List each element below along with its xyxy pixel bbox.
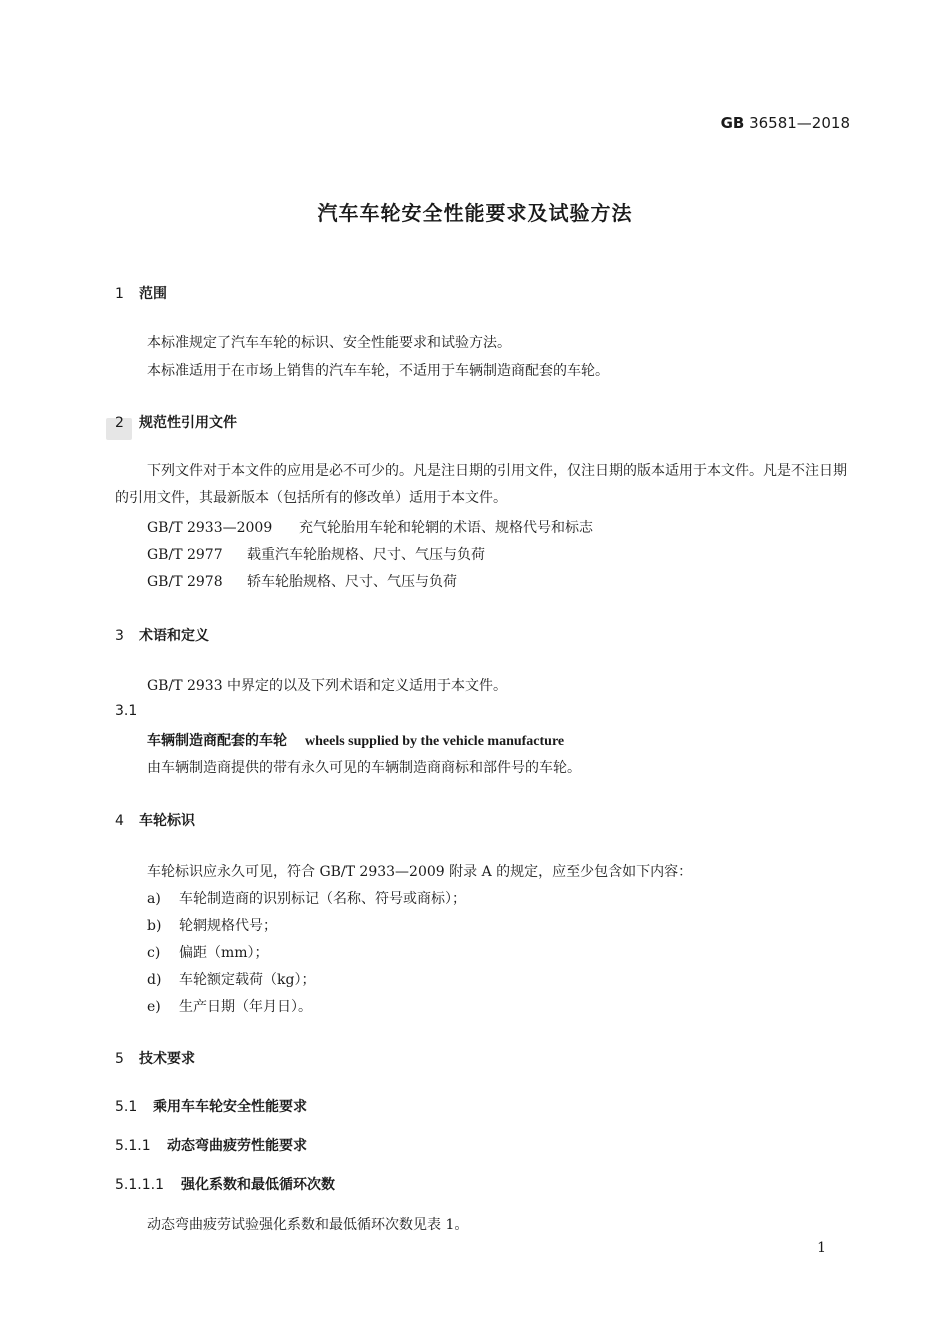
section-number: 5: [115, 1051, 124, 1067]
reference-code: GB/T 2977: [147, 547, 223, 563]
term-chinese: 车辆制造商配套的车轮: [147, 733, 287, 749]
standard-code: [721, 114, 850, 132]
section-4-heading: [115, 810, 195, 830]
reference-item: [147, 544, 485, 564]
list-label: e): [147, 999, 161, 1015]
reference-item: [147, 571, 457, 591]
list-label: c): [147, 945, 161, 961]
section-number: 5.1: [115, 1099, 138, 1115]
section-number: 5.1.1.1: [115, 1177, 164, 1193]
reference-item: [147, 517, 593, 537]
term-english: wheels supplied by the vehicle manufacture: [305, 734, 565, 749]
section-title: 规范性引用文件: [139, 415, 237, 431]
paragraph: 下列文件对于本文件的应用是必不可少的。凡是注日期的引用文件，仅注日期的版本适用于本文件。凡是不注日期的引用文件，其最新版本（包括所有的修改单）适用于本文件。: [115, 463, 847, 506]
list-label: a): [147, 891, 161, 907]
section-title: 技术要求: [139, 1051, 195, 1067]
section-number: 3: [115, 628, 124, 644]
list-label: d): [147, 972, 162, 988]
list-text: 生产日期（年月日）。: [179, 999, 312, 1015]
section-3-heading: [115, 625, 209, 645]
section-title: 车轮标识: [139, 813, 195, 829]
section-number: 4: [115, 813, 124, 829]
list-label: b): [147, 918, 162, 934]
section-title: 范围: [139, 286, 167, 302]
term-heading: [147, 730, 564, 750]
paragraph: GB/T 2933 中界定的以及下列术语和定义适用于本文件。: [147, 678, 508, 694]
paragraph: 车轮标识应永久可见，符合 GB/T 2933—2009 附录 A 的规定，应至少包含如下内容：: [147, 864, 693, 880]
list-item: [147, 942, 269, 962]
list-text: 轮辋规格代号；: [179, 918, 277, 934]
section-number: 5.1.1: [115, 1138, 151, 1154]
section-title: 术语和定义: [139, 628, 209, 644]
list-text: 偏距（mm）；: [179, 945, 269, 961]
reference-title: 载重汽车轮胎规格、尺寸、气压与负荷: [247, 547, 485, 563]
subsection-5-1-1-heading: [115, 1135, 307, 1155]
section-1-heading: [115, 283, 167, 303]
list-text: 车轮制造商的识别标记（名称、符号或商标）；: [179, 891, 466, 907]
paragraph: 本标准规定了汽车车轮的标识、安全性能要求和试验方法。: [147, 335, 511, 351]
section-title: 乘用车车轮安全性能要求: [153, 1099, 307, 1115]
section-2-heading: [115, 412, 237, 432]
subsection-5-1-1-1-heading: [115, 1174, 335, 1194]
list-item: [147, 996, 312, 1016]
reference-title: 轿车轮胎规格、尺寸、气压与负荷: [247, 574, 457, 590]
section-title: 动态弯曲疲劳性能要求: [167, 1138, 307, 1154]
standard-number: 36581—2018: [749, 114, 850, 132]
list-item: [147, 969, 315, 989]
list-item: [147, 888, 466, 908]
standard-prefix: GB: [720, 114, 745, 132]
subsection-5-1-heading: [115, 1096, 307, 1116]
document-title: 汽车车轮安全性能要求及试验方法: [317, 201, 633, 225]
list-text: 车轮额定载荷（kg）；: [179, 972, 316, 988]
term-definition: 由车辆制造商提供的带有永久可见的车辆制造商商标和部件号的车轮。: [147, 760, 581, 776]
section-5-heading: [115, 1048, 195, 1068]
section-number: 1: [115, 286, 124, 302]
reference-code: GB/T 2933—2009: [147, 520, 273, 536]
reference-code: GB/T 2978: [147, 574, 223, 590]
list-item: [147, 915, 277, 935]
term-number: 3.1: [115, 703, 138, 719]
paragraph: 动态弯曲疲劳试验强化系数和最低循环次数见表 1。: [147, 1217, 469, 1233]
paragraph: 本标准适用于在市场上销售的汽车车轮，不适用于车辆制造商配套的车轮。: [147, 363, 609, 379]
page-number: 1: [817, 1240, 826, 1256]
section-number: 2: [115, 415, 124, 431]
section-title: 强化系数和最低循环次数: [181, 1177, 335, 1193]
reference-title: 充气轮胎用车轮和轮辋的术语、规格代号和标志: [299, 520, 593, 536]
